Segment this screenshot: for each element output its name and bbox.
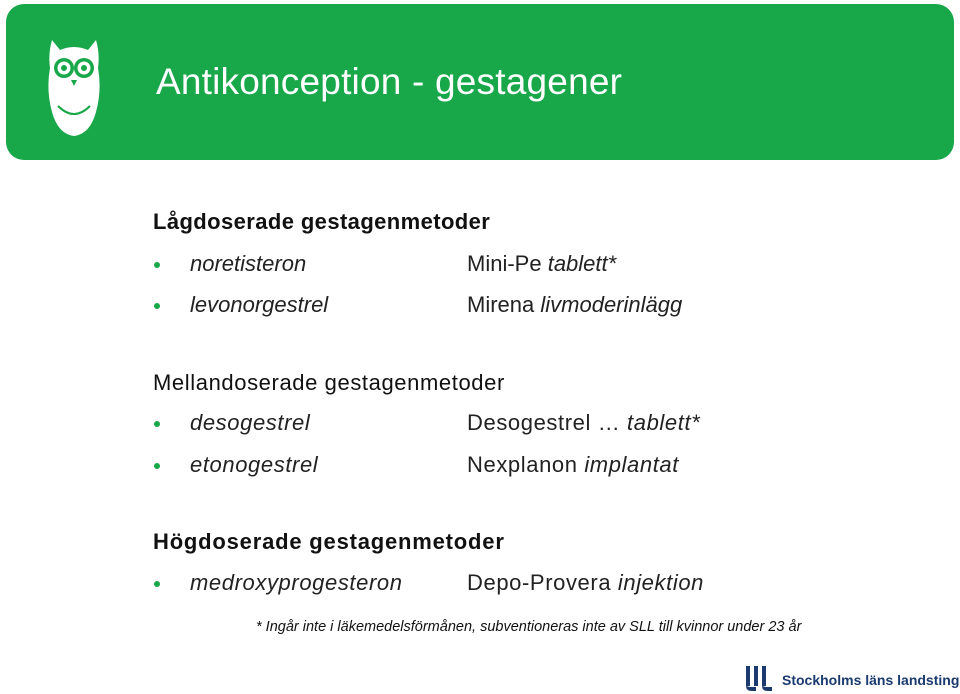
substance-name: desogestrel	[190, 410, 311, 435]
bullet-icon	[154, 421, 160, 427]
list-item	[0, 410, 960, 440]
product-info	[467, 292, 682, 318]
section-heading-medium-dose: Mellandoserade gestagenmetoder	[153, 370, 505, 395]
product-name: Mirena	[467, 292, 535, 317]
product-form: implantat	[584, 452, 679, 477]
list-item	[0, 251, 960, 281]
slide-title: Antikonception - gestagener	[156, 61, 623, 102]
product-name: Nexplanon	[467, 452, 578, 477]
bullet-icon	[154, 463, 160, 469]
list-item	[0, 570, 960, 600]
bullet-icon	[154, 581, 160, 587]
product-form: tablett*	[627, 410, 701, 435]
sll-logo	[744, 664, 960, 692]
substance-name: levonorgestrel	[190, 292, 329, 317]
product-info	[467, 570, 704, 596]
list-item	[0, 452, 960, 482]
section-heading-high-dose: Högdoserade gestagenmetoder	[153, 529, 505, 554]
substance-name: noretisteron	[190, 251, 307, 276]
substance-name: medroxyprogesteron	[190, 570, 403, 595]
product-info	[467, 251, 616, 277]
list-item	[0, 292, 960, 322]
product-form: tablett*	[547, 251, 617, 276]
footnote: * Ingår inte i läkemedelsförmånen, subventioneras inte av SLL till kvinnor under 23 år	[256, 619, 802, 635]
product-form: injektion	[617, 570, 704, 595]
bullet-icon	[154, 303, 160, 309]
logo-text: Stockholms läns landsting	[782, 672, 960, 688]
section-heading-low-dose: Lågdoserade gestagenmetoder	[153, 209, 491, 234]
product-name: Depo-Provera	[467, 570, 612, 595]
product-form: livmoderinlägg	[540, 292, 683, 317]
product-name: Desogestrel …	[467, 410, 621, 435]
sll-logo-icon	[744, 664, 774, 692]
bullet-icon	[154, 262, 160, 268]
product-info	[467, 452, 679, 478]
product-info	[467, 410, 700, 436]
substance-name: etonogestrel	[190, 452, 319, 477]
product-name: Mini-Pe	[467, 251, 542, 276]
